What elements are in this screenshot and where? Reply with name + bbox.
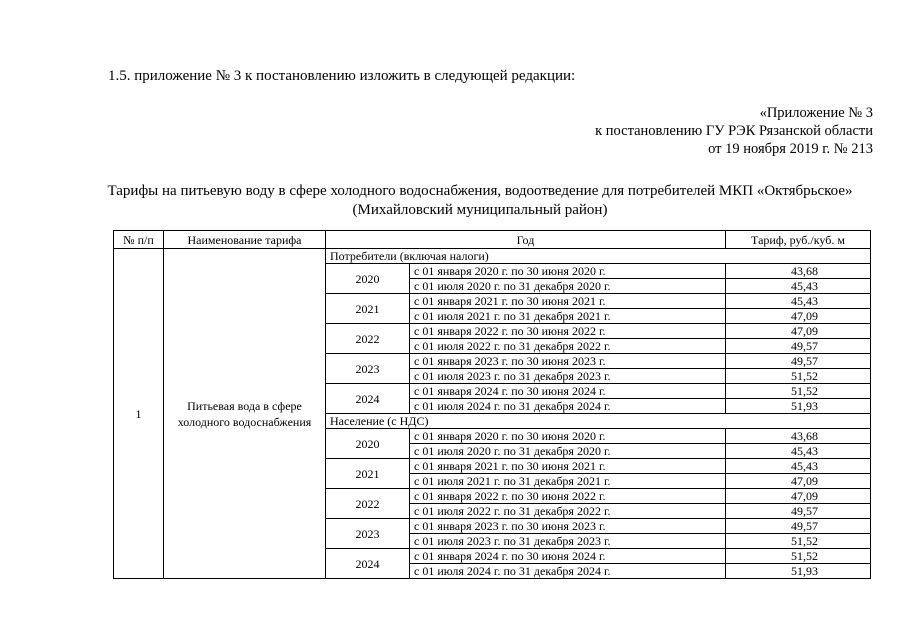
period-cell: с 01 января 2023 г. по 30 июня 2023 г. <box>410 519 726 534</box>
amendment-intro: 1.5. приложение № 3 к постановлению изложить в следующей редакции: <box>108 68 576 84</box>
tariff-value-cell: 43,68 <box>726 264 871 279</box>
tariff-value-cell: 45,43 <box>726 459 871 474</box>
year-cell: 2022 <box>326 489 410 519</box>
table-body <box>114 249 871 579</box>
period-cell: с 01 июля 2021 г. по 31 декабря 2021 г. <box>410 309 726 324</box>
appendix-line-1: «Приложение № 3 <box>759 105 873 121</box>
period-cell: с 01 января 2021 г. по 30 июня 2021 г. <box>410 459 726 474</box>
period-cell: с 01 июля 2021 г. по 31 декабря 2021 г. <box>410 474 726 489</box>
period-cell: с 01 июля 2024 г. по 31 декабря 2024 г. <box>410 564 726 579</box>
year-cell: 2022 <box>326 324 410 354</box>
period-cell: с 01 июля 2022 г. по 31 декабря 2022 г. <box>410 339 726 354</box>
period-cell: с 01 июля 2020 г. по 31 декабря 2020 г. <box>410 279 726 294</box>
year-cell: 2023 <box>326 519 410 549</box>
period-cell: с 01 января 2024 г. по 30 июня 2024 г. <box>410 384 726 399</box>
row-number: 1 <box>114 249 164 579</box>
appendix-reference <box>595 104 873 158</box>
consumer-group-label: Потребители (включая налоги) <box>326 249 871 264</box>
period-cell: с 01 января 2020 г. по 30 июня 2020 г. <box>410 264 726 279</box>
year-cell: 2020 <box>326 429 410 459</box>
tariff-value-cell: 47,09 <box>726 309 871 324</box>
tariff-value-cell: 49,57 <box>726 504 871 519</box>
tariff-value-cell: 49,57 <box>726 519 871 534</box>
tariff-value-cell: 49,57 <box>726 339 871 354</box>
year-cell: 2024 <box>326 549 410 579</box>
group-row <box>114 249 871 264</box>
tariff-name: Питьевая вода в сфере холодного водоснабжения <box>164 249 326 579</box>
appendix-line-2: к постановлению ГУ РЭК Рязанской области <box>595 123 873 139</box>
year-cell: 2020 <box>326 264 410 294</box>
tariff-value-cell: 51,52 <box>726 549 871 564</box>
tariff-value-cell: 45,43 <box>726 294 871 309</box>
tariff-value-cell: 51,52 <box>726 534 871 549</box>
tariff-value-cell: 51,93 <box>726 399 871 414</box>
title-line-2: (Михайловский муниципальный район) <box>352 202 608 218</box>
year-cell: 2021 <box>326 459 410 489</box>
period-cell: с 01 января 2021 г. по 30 июня 2021 г. <box>410 294 726 309</box>
period-cell: с 01 июля 2023 г. по 31 декабря 2023 г. <box>410 369 726 384</box>
year-cell: 2024 <box>326 384 410 414</box>
table-header-row <box>114 231 871 249</box>
period-cell: с 01 июля 2023 г. по 31 декабря 2023 г. <box>410 534 726 549</box>
tariff-value-cell: 47,09 <box>726 474 871 489</box>
period-cell: с 01 января 2024 г. по 30 июня 2024 г. <box>410 549 726 564</box>
header-number: № п/п <box>114 231 164 249</box>
tariff-value-cell: 49,57 <box>726 354 871 369</box>
tariff-value-cell: 51,52 <box>726 369 871 384</box>
tariff-value-cell: 43,68 <box>726 429 871 444</box>
period-cell: с 01 января 2020 г. по 30 июня 2020 г. <box>410 429 726 444</box>
header-tariff-name: Наименование тарифа <box>164 231 326 249</box>
period-cell: с 01 января 2023 г. по 30 июня 2023 г. <box>410 354 726 369</box>
header-tariff-value: Тариф, руб./куб. м <box>726 231 871 249</box>
year-cell: 2023 <box>326 354 410 384</box>
header-year: Год <box>326 231 726 249</box>
tariff-value-cell: 47,09 <box>726 489 871 504</box>
period-cell: с 01 июля 2022 г. по 31 декабря 2022 г. <box>410 504 726 519</box>
tariff-table <box>113 230 871 579</box>
tariff-value-cell: 45,43 <box>726 444 871 459</box>
year-cell: 2021 <box>326 294 410 324</box>
period-cell: с 01 июля 2024 г. по 31 декабря 2024 г. <box>410 399 726 414</box>
consumer-group-label: Население (с НДС) <box>326 414 871 429</box>
tariff-value-cell: 47,09 <box>726 324 871 339</box>
tariff-value-cell: 45,43 <box>726 279 871 294</box>
period-cell: с 01 января 2022 г. по 30 июня 2022 г. <box>410 489 726 504</box>
period-cell: с 01 января 2022 г. по 30 июня 2022 г. <box>410 324 726 339</box>
appendix-line-3: от 19 ноября 2019 г. № 213 <box>708 141 873 157</box>
tariff-value-cell: 51,93 <box>726 564 871 579</box>
period-cell: с 01 июля 2020 г. по 31 декабря 2020 г. <box>410 444 726 459</box>
document-title <box>60 182 900 220</box>
tariff-value-cell: 51,52 <box>726 384 871 399</box>
title-line-1: Тарифы на питьевую воду в сфере холодного водоснабжения, водоотведение для потребителей МКП «Октябрьское» <box>107 183 853 199</box>
